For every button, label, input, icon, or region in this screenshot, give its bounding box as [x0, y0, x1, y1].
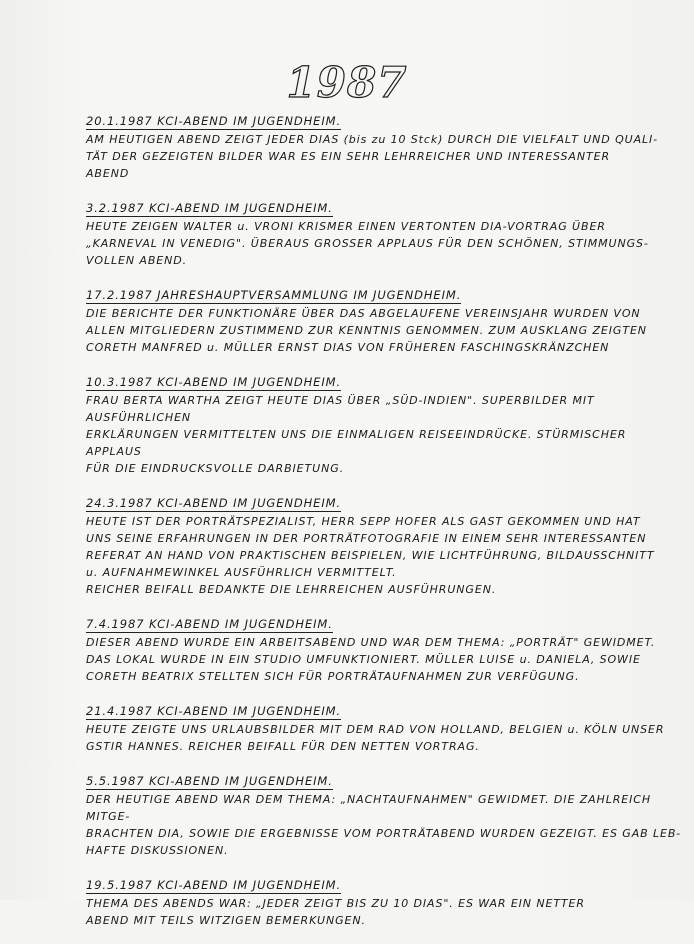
entry: [86, 613, 686, 685]
entry: [86, 492, 686, 598]
entry-heading: 3.2.1987 KCI-ABEND IM JUGENDHEIM.: [86, 201, 333, 215]
entry-heading: 21.4.1987 KCI-ABEND IM JUGENDHEIM.: [86, 704, 342, 718]
entry: [86, 770, 686, 859]
entry-heading: 10.3.1987 KCI-ABEND IM JUGENDHEIM.: [86, 375, 342, 389]
entry-heading: 17.2.1987 JAHRESHAUPTVERSAMMLUNG IM JUGENDHEIM.: [86, 288, 462, 302]
entry: [86, 197, 686, 269]
year-title: 1987: [286, 58, 408, 107]
entry-heading: 19.5.1987 KCI-ABEND IM JUGENDHEIM.: [86, 878, 342, 892]
entry: [86, 110, 686, 182]
entry-text: DER HEUTIGE ABEND WAR DEM THEMA: „NACHTAUFNAHMEN" GEWIDMET. DIE ZAHLREICH MITGE- BRACHTEN DIA, SOWIE DIE ERGEBNISSE VOM PORTRÄTABEND WURDEN GEZEIGT. ES GAB LEB- HAFTE DISKUSSIONEN.: [86, 793, 681, 857]
entry: [86, 874, 686, 929]
entry-heading: 24.3.1987 KCI-ABEND IM JUGENDHEIM.: [86, 496, 342, 510]
entry-text: AM HEUTIGEN ABEND ZEIGT JEDER DIAS (bis zu 10 Stck) DURCH DIE VIELFALT UND QUALI- TÄT DER GEZEIGTEN BILDER WAR ES EIN SEHR LEHRREICHER UND INTERESSANTER ABEND: [86, 133, 659, 180]
entry-text: DIESER ABEND WURDE EIN ARBEITSABEND UND WAR DEM THEMA: „PORTRÄT" GEWIDMET. DAS LOKAL WURDE IN EIN STUDIO UMFUNKTIONIERT. MÜLLER LUISE u. DANIELA, SOWIE CORETH BEATRIX STELLTEN SICH FÜR PORTRÄTAUFNAHMEN ZUR VERFÜGUNG.: [86, 636, 656, 683]
entry-heading: 20.1.1987 KCI-ABEND IM JUGENDHEIM.: [86, 114, 342, 128]
entry-text: HEUTE IST DER PORTRÄTSPEZIALIST, HERR SEPP HOFER ALS GAST GEKOMMEN UND HAT UNS SEINE ERFAHRUNGEN IN DER PORTRÄTFOTOGRAFIE IN EINEM SEHR INTERESSANTEN REFERAT AN HAND VON PRAKTISCHEN BEISPIELEN, WIE LICHTFÜHRUNG, BILDAUSSCHNITT u. AUFNAHMEWINKEL AUSFÜHRLICH VERMITTELT. REICHER BEIFALL BEDANKTE DIE LEHRREICHEN AUSFÜHRUNGEN.: [86, 515, 655, 596]
entry-text: FRAU BERTA WARTHA ZEIGT HEUTE DIAS ÜBER „SÜD-INDIEN". SUPERBILDER MIT AUSFÜHRLICHEN ERKLÄRUNGEN VERMITTELTEN UNS DIE EINMALIGEN REISEEINDRÜCKE. STÜRMISCHER APPLAUS FÜR DIE EINDRUCKSVOLLE DARBIETUNG.: [86, 394, 627, 475]
entry-heading: 5.5.1987 KCI-ABEND IM JUGENDHEIM.: [86, 774, 333, 788]
entry: [86, 371, 686, 477]
entry: [86, 700, 686, 755]
entry: [86, 284, 686, 356]
entry-text: THEMA DES ABENDS WAR: „JEDER ZEIGT BIS ZU 10 DIAS". ES WAR EIN NETTER ABEND MIT TEILS WITZIGEN BEMERKUNGEN.: [86, 897, 585, 927]
entry-text: HEUTE ZEIGEN WALTER u. VRONI KRISMER EINEN VERTONTEN DIA-VORTRAG ÜBER „KARNEVAL IN VENEDIG". ÜBERAUS GROSSER APPLAUS FÜR DEN SCHÖNEN, STIMMUNGS- VOLLEN ABEND.: [86, 220, 649, 267]
entries-list: [86, 110, 686, 944]
entry-heading: 7.4.1987 KCI-ABEND IM JUGENDHEIM.: [86, 617, 333, 631]
entry-text: DIE BERICHTE DER FUNKTIONÄRE ÜBER DAS ABGELAUFENE VEREINSJAHR WURDEN VON ALLEN MITGLIEDERN ZUSTIMMEND ZUR KENNTNIS GENOMMEN. ZUM AUSKLANG ZEIGTEN CORETH MANFRED u. MÜLLER ERNST DIAS VON FRÜHEREN FASCHINGSKRÄNZCHEN: [86, 307, 647, 354]
entry-text: HEUTE ZEIGTE UNS URLAUBSBILDER MIT DEM RAD VON HOLLAND, BELGIEN u. KÖLN UNSER GSTIR HANNES. REICHER BEIFALL FÜR DEN NETTEN VORTRAG.: [86, 723, 665, 753]
